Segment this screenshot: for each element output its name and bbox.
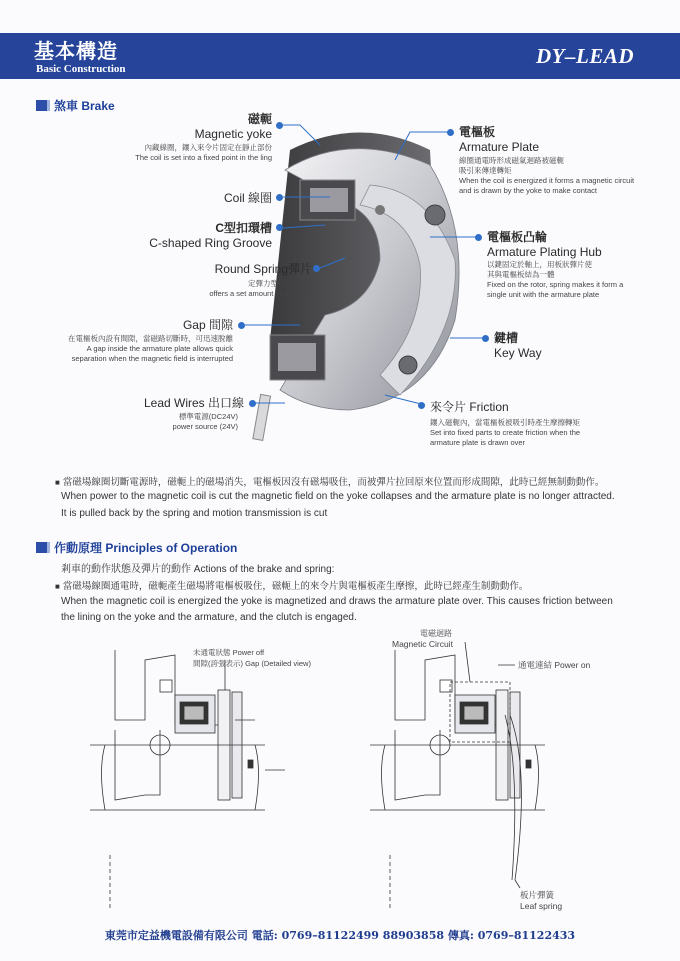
operation-text-zh: ■ 當磁場線圈通電時，磁軛產生磁場將電樞板吸住，磁軛上的來令片與電樞板產生摩擦，此時已經產生制動動作。 xyxy=(55,578,528,592)
label-lead-wires: Lead Wires 出口線 xyxy=(143,396,244,410)
page-subtitle: Basic Construction xyxy=(36,63,126,75)
label-mag-circuit-zh: 電磁迴路 xyxy=(420,629,452,638)
operation-section-title: 作動原理 Principles of Operation xyxy=(36,539,237,556)
callout-dot-gap xyxy=(238,322,245,329)
callout-dot-armature-plate xyxy=(447,129,454,136)
callout-dot-hub xyxy=(475,234,482,241)
callout-dot-lead-wires xyxy=(249,400,256,407)
label-yoke: 磁軛 Magnetic yoke xyxy=(194,112,272,141)
label-lead-wires-note: 標準電源(DC24V) power source (24V) xyxy=(172,412,238,432)
operation-text-en2: the lining on the yoke and the armature, and the clutch is engaged. xyxy=(61,612,357,623)
diagram-power-on xyxy=(370,642,545,910)
label-coil: Coil 線圈 xyxy=(223,191,272,205)
label-power-on: 通電連結 Power on xyxy=(518,660,591,670)
label-hub-note: 以鍵固定於軸上，用板狀彈片使 其與電樞板結為一體 Fixed on the rotor, spring makes it form a single unit with the armature plate xyxy=(487,260,624,300)
section-square-icon xyxy=(36,542,50,553)
label-gap-view: 間隙(誇張表示) Gap (Detailed view) xyxy=(193,659,311,668)
label-round-spring: Round Spring彈片 xyxy=(214,262,312,276)
diagram-power-off xyxy=(90,650,265,910)
label-keyway: 鍵槽 Key Way xyxy=(494,331,542,360)
callout-dot-keyway xyxy=(482,335,489,342)
callout-dot-round-spring xyxy=(313,265,320,272)
callout-dot-yoke xyxy=(276,122,283,129)
callout-dot-friction xyxy=(418,402,425,409)
brake-text-zh: ■ 當磁場線圈切斷電源時，磁軛上的磁場消失，電樞板因沒有磁場吸住，而被彈片拉回原來位置而形成間隙，此時已經無制動動作。 xyxy=(55,474,604,488)
label-gap: Gap 間隙 xyxy=(182,318,233,332)
page-title: 基本構造 xyxy=(34,39,118,63)
brake-text-en2: It is pulled back by the spring and motion transmission is cut xyxy=(61,508,328,519)
label-friction-note: 鑲入磁軛內，當電樞板被吸引時產生摩擦轉矩 Set into fixed parts to create friction when the armature plate is drawn over xyxy=(430,418,581,448)
label-power-off: 未通電狀態 Power off xyxy=(193,648,265,657)
label-round-spring-note: 定彈力型板狀彈片 offers a set amount of tension xyxy=(209,279,308,299)
label-mag-circuit-en: Magnetic Circuit xyxy=(392,639,453,649)
label-hub: 電樞板凸輪 Armature Plating Hub xyxy=(487,230,602,259)
brand-logo: DY–LEAD xyxy=(536,44,634,68)
label-armature-plate: 電樞板 Armature Plate xyxy=(459,125,540,154)
label-armature-plate-note: 線圈通電時形成磁氣迴路被磁軛 吸引來傳達轉矩 When the coil is energized it forms a magnetic circuit and is drawn by the yoke to make contact xyxy=(459,156,635,196)
label-yoke-note: 內藏線圈，鑲入來令片固定在靜止部份 The coil is set into a fixed point in the ling xyxy=(135,143,272,163)
footer-contact: 東莞市定益機電設備有限公司 電話: 0769–81122499 88903858 傳真: 0769–81122433 xyxy=(104,929,576,942)
operation-subtitle: 剎車的動作狀態及彈片的動作 Actions of the brake and spring: xyxy=(61,564,335,575)
callout-dot-coil xyxy=(276,194,283,201)
label-friction: 來令片 Friction xyxy=(430,400,509,414)
callout-dot-ring-groove xyxy=(276,224,283,231)
label-gap-note: 在電樞板內設有間隙，當磁路切斷時，可迅速脫離 A gap inside the armature plate allows quick separation when the magnetic field is interrupted xyxy=(68,334,233,364)
label-ring-groove: C型扣環槽 C-shaped Ring Groove xyxy=(149,221,272,250)
operation-text-en1: When the magnetic coil is energized the yoke is magnetized and draws the armature plate over. This causes friction between xyxy=(61,596,613,607)
brake-section-title: 煞車 Brake xyxy=(36,97,115,114)
label-leaf-spring: 板片彈簧 Leaf spring xyxy=(520,890,563,912)
brake-text-en1: When power to the magnetic coil is cut the magnetic field on the yoke collapses and the armature plate is no longer attracted. xyxy=(61,491,615,502)
